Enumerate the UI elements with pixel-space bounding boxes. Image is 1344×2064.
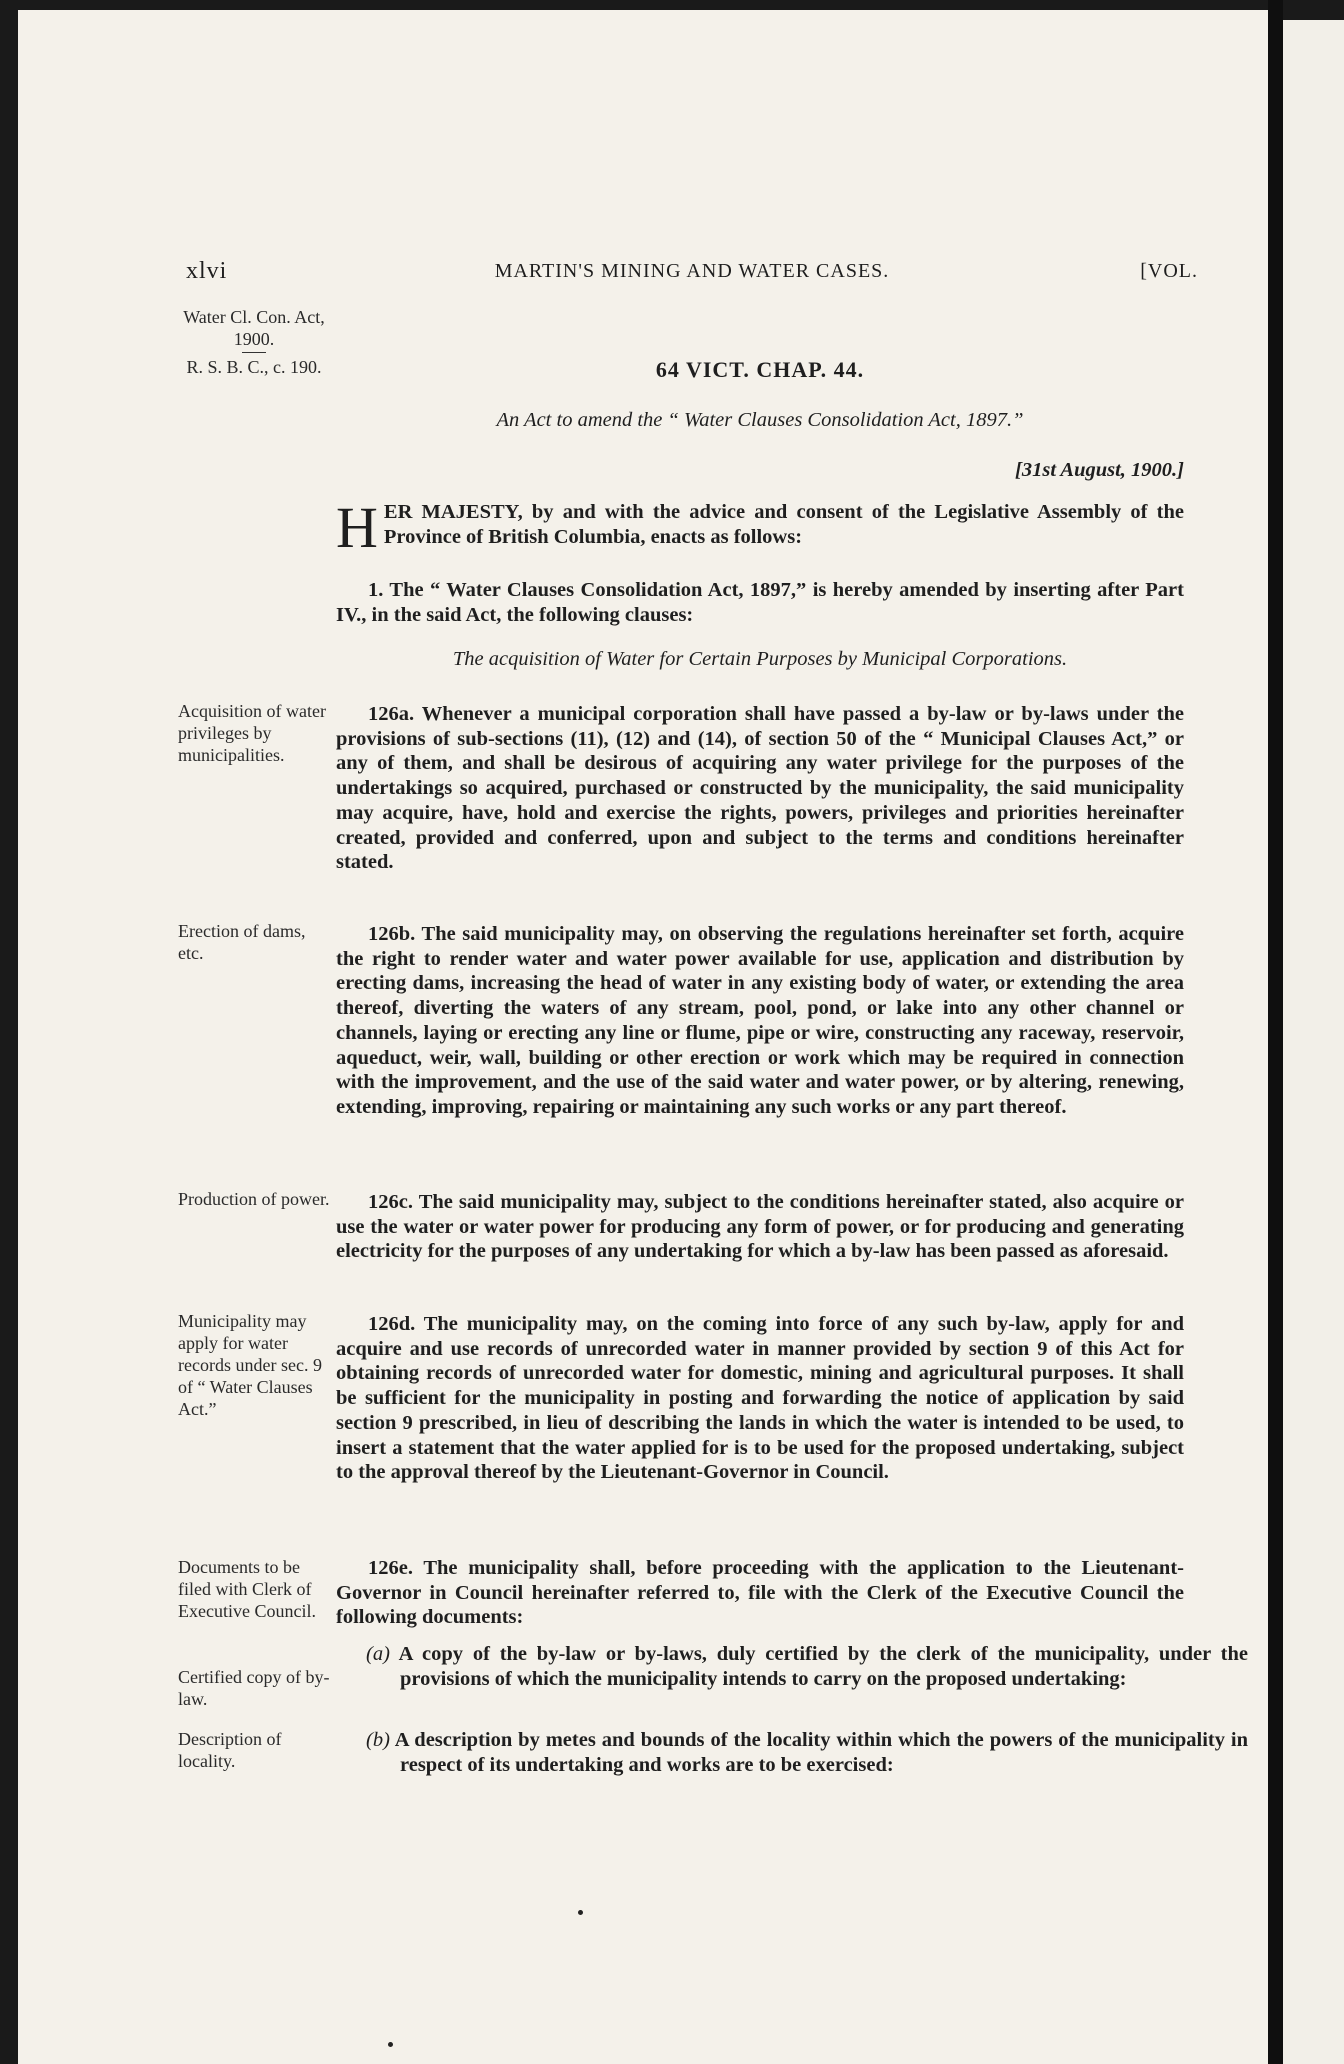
- section-number: 126e.: [368, 1557, 413, 1579]
- clause-label: (a): [366, 1643, 390, 1665]
- running-title: MARTIN'S MINING AND WATER CASES.: [494, 260, 890, 282]
- section-126c: [336, 1190, 1184, 1264]
- section-number: 126d.: [368, 1313, 416, 1335]
- assent-date: [31st August, 1900.]: [1015, 459, 1184, 481]
- section-text: The municipality shall, before proceeding with the application to the Lieutenant-Governor in Council hereinafter referred to, file with the Clerk of the Executive Council the following documents:: [336, 1557, 1184, 1629]
- margin-note-rsbc-text: R. S. B. C., c. 190.: [186, 357, 322, 377]
- section-text: The municipality may, on the coming into force of any such by-law, apply for and acquire and use records of unrecorded water in manner provided by section 9 of this Act for obtaining records of unrecorded water for domestic, mining and agricultural purposes. It shall be sufficient for the municipality in posting and forwarding the notice of application by said section 9 prescribed, in lieu of describing the lands in which the water is intended to be used, to insert a statement that the water applied for is to be used for the proposed undertaking, subject to the approval thereof by the Lieutenant-Governor in Council.: [336, 1313, 1184, 1484]
- facing-page-edge: [1283, 20, 1344, 2064]
- margin-note-municipality-records: Municipality may apply for water records under sec. 9 of “ Water Clauses Act.”: [178, 1311, 322, 1419]
- section-number: 126a.: [368, 703, 415, 725]
- margin-note-description: Description of locality.: [178, 1729, 282, 1771]
- clause-text: A description by metes and bounds of the locality within which the powers of the municipality in respect of its undertaking and works are to be exercised:: [394, 1729, 1248, 1776]
- section-number: 126b.: [368, 923, 416, 945]
- section-number: 126c.: [368, 1191, 413, 1213]
- clause-a: [336, 1642, 1248, 1691]
- section-1: 1. The “ Water Clauses Consolidation Act, 1897,” is hereby amended by inserting after Part IV., in the said Act, the following clauses:: [336, 579, 1184, 626]
- document-page: [18, 10, 1268, 2064]
- volume-marker: [VOL.: [1140, 260, 1198, 282]
- section-126e: [336, 1556, 1184, 1630]
- part-heading: The acquisition of Water for Certain Purposes by Municipal Corporations.: [452, 648, 1068, 670]
- chapter-heading: 64 VICT. CHAP. 44.: [655, 357, 865, 382]
- enacting-text: ER MAJESTY, by and with the advice and consent of the Legislative Assembly of the Province of British Columbia, enacts as follows:: [383, 501, 1184, 548]
- page-number: xlvi: [186, 258, 228, 284]
- margin-note-production: Production of power.: [178, 1189, 330, 1209]
- clause-text: A copy of the by-law or by-laws, duly certified by the clerk of the municipality, under the provisions of which the municipality intends to carry on the proposed undertaking:: [398, 1643, 1248, 1690]
- margin-note-act-name-text: Water Cl. Con. Act, 1900.: [183, 307, 325, 349]
- scan-speck: [578, 1910, 583, 1915]
- margin-rule: [242, 352, 266, 353]
- section-text: Whenever a municipal corporation shall have passed a by-law or by-laws under the provisions of sub-sections (11), (12) and (14), of section 50 of the “ Municipal Clauses Act,” or any of them, and shall be desirous of acquiring any water privilege for the purposes of the undertakings so acquired, purchased or constructed by the municipality, the said municipality may acquire, have, hold and exercise the rights, powers, privileges and priorities hereinafter created, provided and conferred, upon and subject to the terms and conditions hereinafter stated.: [336, 703, 1184, 874]
- margin-note-certified-copy: Certified copy of by-law.: [178, 1667, 330, 1709]
- margin-note-documents: Documents to be filed with Clerk of Executive Council.: [178, 1557, 316, 1621]
- section-text: The said municipality may, subject to the conditions hereinafter stated, also acquire or use the water or water power for producing any form of power, or for producing and generating electricity for the purposes of any undertaking for which a by-law has been passed as aforesaid.: [336, 1191, 1184, 1263]
- clause-label: (b): [366, 1729, 390, 1751]
- drop-cap: H: [336, 495, 378, 560]
- page-header: [186, 258, 1198, 288]
- section-text: The said municipality may, on observing the regulations hereinafter set forth, acquire the right to render water and water power available for use, application and distribution by erecting dams, increasing the head of water in any existing body of water, or extending the area thereof, diverting the waters of any stream, pool, pond, or lake into any other channel or channels, laying or erecting any line or flume, pipe or wire, constructing any raceway, reservoir, aqueduct, weir, wall, building or other erection or work which may be required in connection with the improvement, and the use of the said water and water power, or by altering, renewing, extending, improving, repairing or maintaining any such works or any part thereof.: [336, 923, 1184, 1118]
- section-126b: [336, 922, 1184, 1120]
- scan-speck: [388, 2042, 393, 2047]
- clause-b: [336, 1728, 1248, 1777]
- margin-note-act-name: [178, 306, 330, 378]
- margin-note-acquisition: Acquisition of water privileges by municipalities.: [178, 701, 326, 765]
- margin-note-erection: Erection of dams, etc.: [178, 921, 306, 963]
- section-126a: [336, 702, 1184, 875]
- enacting-clause: [336, 495, 1184, 560]
- act-long-title: An Act to amend the “ Water Clauses Consolidation Act, 1897.”: [496, 409, 1024, 431]
- section-126d: [336, 1312, 1184, 1485]
- book-gutter: [1268, 0, 1283, 2064]
